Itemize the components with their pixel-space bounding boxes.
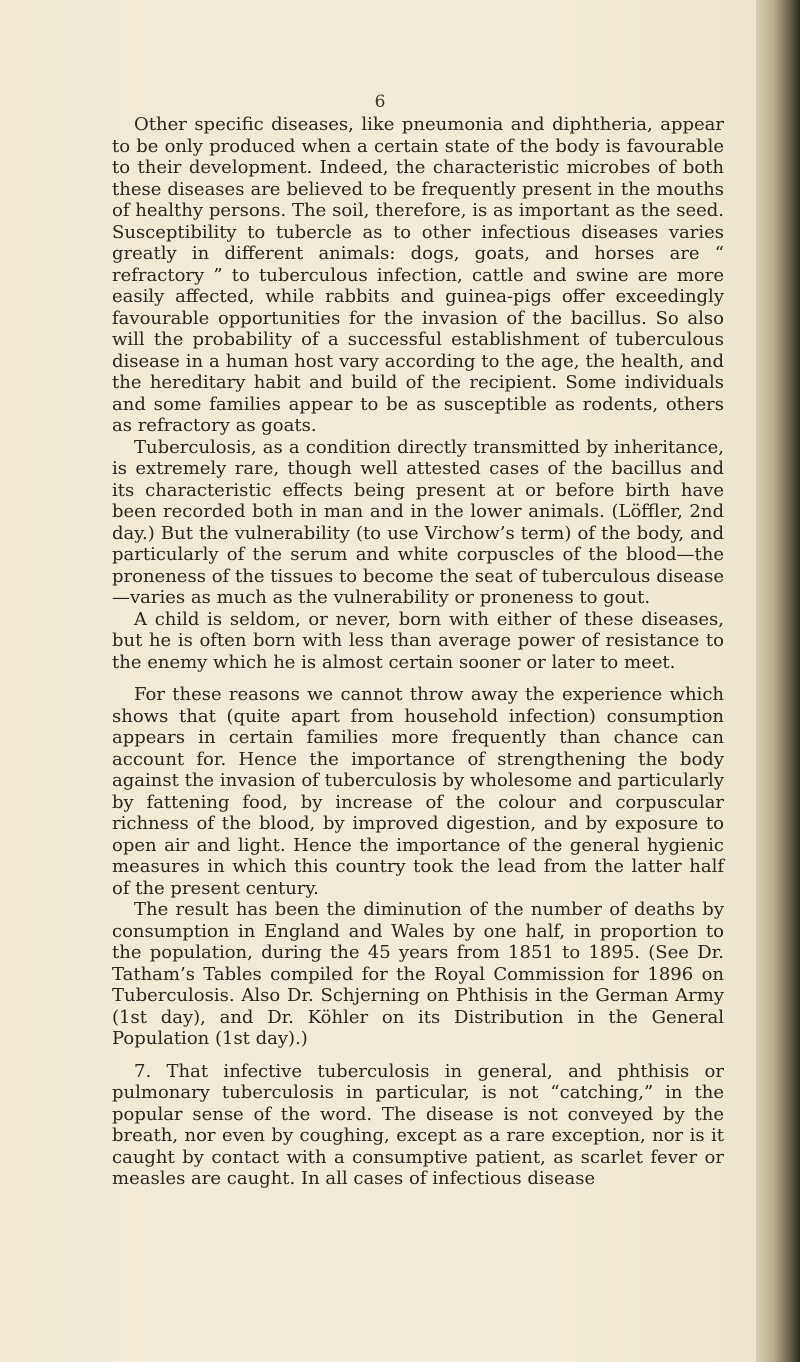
paragraph-child-resistance: A child is seldom, or never, born with either of these diseases, but he is often born with less than average power of resistance to the enemy which he is almost certain sooner or later to meet. bbox=[112, 608, 724, 673]
paragraph-tuberculosis-inheritance: Tuberculosis, as a condition directly transmitted by inheritance, is extremely rare, though well attested cases of the bacillus and its characteristic effects being present at or before birth have been recorded both in man and in the lower animals. (Löffler, 2nd day.) But the vulnerability (to use Virchow’s term) of the body, and particularly of the serum and white corpuscles of the blood—the proneness of the tissues to become the seat of tuberculous disease—varies as much as the vulnerability or proneness to gout. bbox=[112, 436, 724, 608]
paragraph-specific-diseases: Other specific diseases, like pneumonia and diphtheria, appear to be only produced when a certain state of the body is favourable to their development. Indeed, the characteristic microbes of both these diseases are believed to be frequently present in the mouths of healthy persons. The soil, therefore, is as important as the seed. Susceptibility to tubercle as to other infectious diseases varies greatly in different animals: dogs, goats, and horses are “ refractory ” to tuberculous infection, cattle and swine are more easily affected, while rabbits and guinea-pigs offer exceedingly favourable opportunities for the invasion of the bacillus. So also will the probability of a successful establishment of tuberculous disease in a human host vary according to the age, the health, and the hereditary habit and build of the recipient. Some individuals and some families appear to be as susceptible as rodents, others as refractory as goats. bbox=[112, 114, 724, 436]
page-edge-shadow bbox=[756, 0, 800, 1362]
body-text bbox=[112, 114, 724, 1190]
page-number: 6 bbox=[374, 92, 386, 112]
paragraph-not-catching: 7. That infective tuberculosis in general, and phthisis or pulmonary tuberculosis in particular, is not “catching,” in the popular sense of the word. The disease is not conveyed by the breath, nor even by coughing, except as a rare exception, nor is it caught by contact with a consumptive patient, as scarlet fever or measles are caught. In all cases of infectious disease bbox=[112, 1060, 724, 1189]
paragraph-result: The result has been the diminution of the number of deaths by consumption in England and Wales by one half, in proportion to the population, during the 45 years from 1851 to 1895. (See Dr. Tatham’s Tables compiled for the Royal Commission for 1896 on Tuberculosis. Also Dr. Schjerning on Phthisis in the German Army (1st day), and Dr. Köhler on its Distribution in the General Population (1st day).) bbox=[112, 899, 724, 1049]
paragraph-reasons: For these reasons we cannot throw away the experience which shows that (quite apart from household infection) consumption appears in certain families more frequently than chance can account for. Hence the importance of strengthening the body against the invasion of tuberculosis by wholesome and particularly by fattening food, by increase of the colour and corpuscular richness of the blood, by improved digestion, and by exposure to open air and light. Hence the importance of the general hygienic measures in which this country took the lead from the latter half of the present century. bbox=[112, 684, 724, 899]
